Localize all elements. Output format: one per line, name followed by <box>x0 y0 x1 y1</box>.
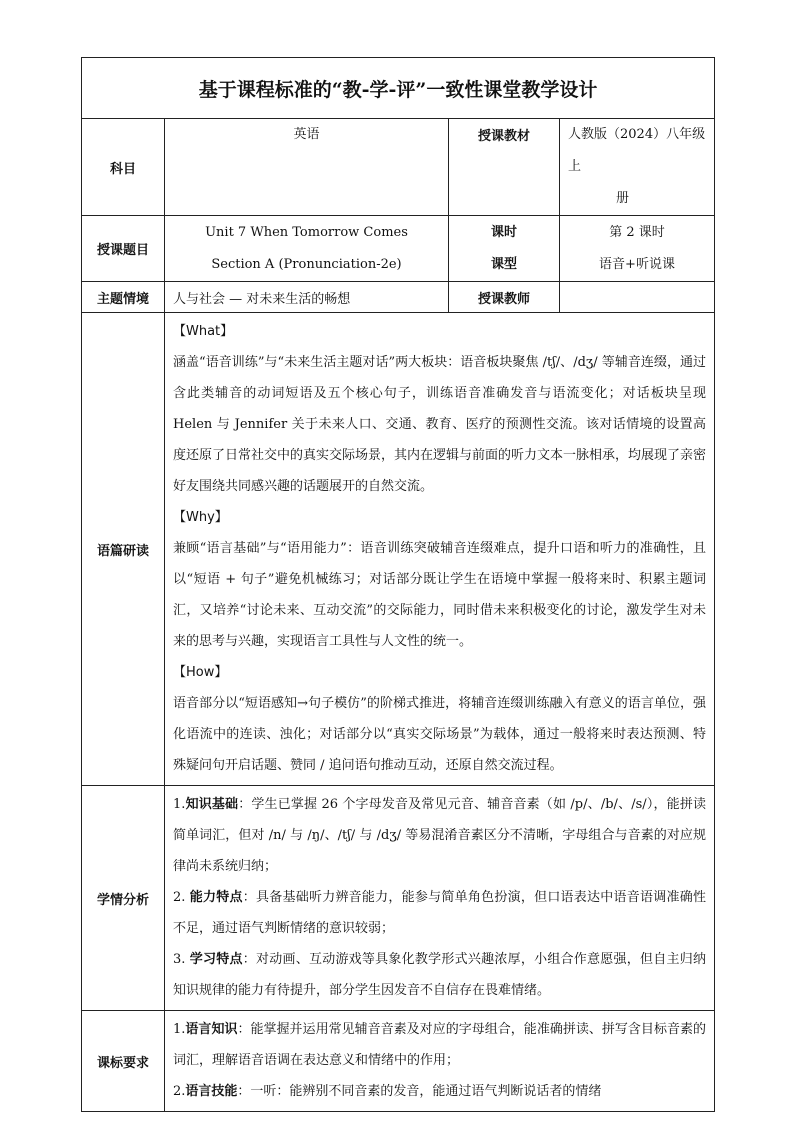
curriculum-label: 课标要求 <box>82 1011 165 1112</box>
topic-value: Unit 7 When Tomorrow Comes Section A (Pronunciation-2e) <box>165 216 449 282</box>
teacher-value <box>560 282 715 313</box>
theme-label: 主题情境 <box>82 282 165 313</box>
language-skills-paragraph: 2.语言技能：一听：能辨别不同音素的发音，能通过语气判断说话者的情绪 <box>173 1084 602 1099</box>
text-analysis-row <box>82 313 715 786</box>
ability-paragraph: 2. 能力特点：具备基础听力辨音能力，能参与简单角色扮演，但口语表达中语音语调准确性不足，通过语气判断情绪的意识较弱； <box>173 890 706 936</box>
subject-label: 科目 <box>82 119 165 216</box>
theme-row <box>82 282 715 313</box>
theme-value: 人与社会 — 对未来生活的畅想 <box>165 282 449 313</box>
title-row <box>82 58 715 119</box>
teacher-label: 授课教师 <box>449 282 560 313</box>
text-analysis-content <box>165 313 715 786</box>
material-label: 授课教材 <box>449 119 560 216</box>
learning-traits-paragraph: 3. 学习特点：对动画、互动游戏等具象化教学形式兴趣浓厚，小组合作意愿强，但自主归纳知识规律的能力有待提升，部分学生因发音不自信存在畏难情绪。 <box>173 952 706 998</box>
student-analysis-label: 学情分析 <box>82 786 165 1011</box>
subject-row <box>82 119 715 216</box>
topic-label: 授课题目 <box>82 216 165 282</box>
text-analysis-label: 语篇研读 <box>82 313 165 786</box>
period-type-values: 第 2 课时 语音+听说课 <box>560 216 715 282</box>
knowledge-base-paragraph: 1.知识基础：学生已掌握 26 个字母发音及常见元音、辅音音素（如 /p/、/b/、/s/），能拼读简单词汇，但对 /n/ 与 /ŋ/、/tʃ/ 与 /dʒ/ 等易混淆音素区分不清晰，字母组合与音素的对应规律尚未系统归纳； <box>173 797 707 874</box>
student-analysis-content <box>165 786 715 1011</box>
curriculum-content <box>165 1011 715 1112</box>
why-paragraph: 兼顾“语言基础”与“语用能力”：语音训练突破辅音连缀难点，提升口语和听力的准确性，且以“短语 + 句子”避免机械练习；对话部分既让学生在语境中掌握一般将来时、积累主题词汇，又培养“讨论未来、互动交流”的交际能力，同时借未来积极变化的讨论，激发学生对未来的思考与兴趣，实现语言工具性与人文性的统一。 <box>173 541 707 649</box>
topic-row <box>82 216 715 282</box>
subject-value: 英语 <box>165 119 449 216</box>
how-paragraph: 语音部分以“短语感知→句子模仿”的阶梯式推进，将辅音连缀训练融入有意义的语言单位，强化语流中的连读、浊化；对话部分以“真实交际场景”为载体，通过一般将来时表达预测、特殊疑问句开启话题、赞同 / 追问语句推动互动，还原自然交流过程。 <box>173 696 707 773</box>
why-heading: 【Why】 <box>173 510 228 525</box>
language-knowledge-paragraph: 1.语言知识：能掌握并运用常见辅音音素及对应的字母组合，能准确拼读、拼写含目标音素的词汇，理解语音语调在表达意义和情绪中的作用； <box>173 1022 706 1068</box>
material-value: 人教版（2024）八年级上 册 <box>560 119 715 216</box>
lesson-plan-table <box>81 57 715 1112</box>
what-heading: 【What】 <box>173 324 234 339</box>
student-analysis-row <box>82 786 715 1011</box>
document-title: 基于课程标准的“教-学-评”一致性课堂教学设计 <box>82 58 715 119</box>
how-heading: 【How】 <box>173 665 228 680</box>
what-paragraph: 涵盖“语音训练”与“未来生活主题对话”两大板块：语音板块聚焦 /tʃ/、/dʒ/ 等辅音连缀，通过含此类辅音的动词短语及五个核心句子，训练语音准确发音与语流变化；对话板块呈现 Helen 与 Jennifer 关于未来人口、交通、教育、医疗的预测性交流。该对话情境的设置高度还原了日常社交中的真实交际场景，其内在逻辑与前面的听力文本一脉相承，均展现了亲密好友围绕共同感兴趣的话题展开的自然交流。 <box>173 355 707 494</box>
curriculum-row <box>82 1011 715 1112</box>
period-type-labels: 课时 课型 <box>449 216 560 282</box>
